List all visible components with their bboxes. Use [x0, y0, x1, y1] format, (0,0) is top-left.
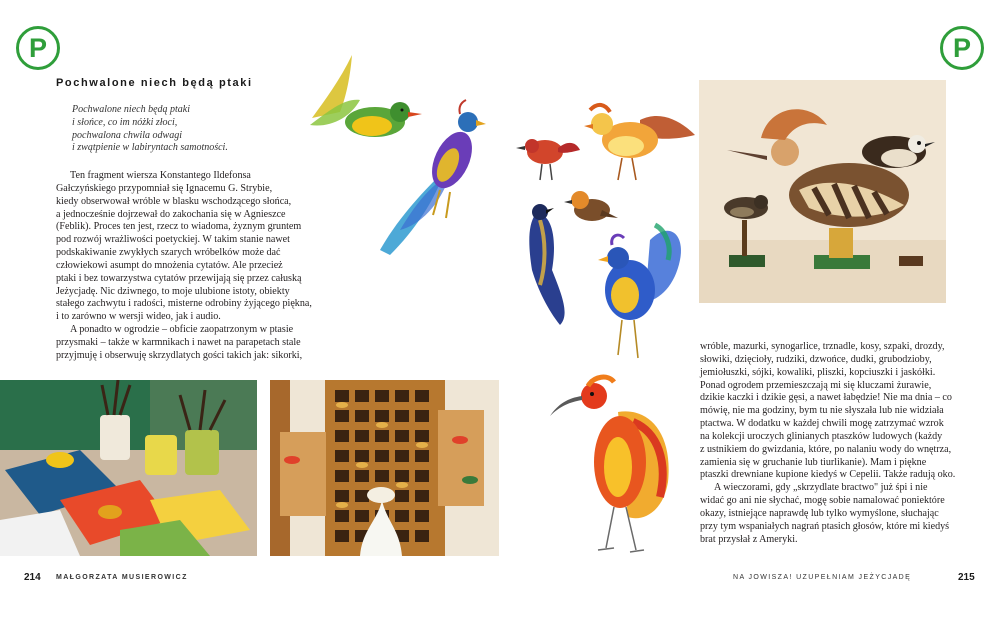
poem-line: i słońce, co im nóżki złoci, — [72, 116, 178, 128]
wooden-birds-photo — [699, 80, 946, 303]
section-title: Pochwalone niech będą ptaki — [56, 77, 253, 89]
orange-crested-bird-icon — [584, 105, 695, 180]
text-line: A wieczorami, gdy „skrzydlate bractwo" już śpi i nie — [714, 482, 928, 494]
text-line: zamienia się w gruchanie lub tiurlikanie). Mam i piękne — [700, 456, 927, 468]
text-line: A ponadto w ogrodzie – obficie zaopatrzonym w ptasie — [70, 324, 294, 336]
text-line: kiedy obserwował wróble w blasku wschodzącego słońca, — [56, 195, 292, 207]
text-line: dzikie kaczki i dzikie gęsi, a nawet łabędzie! Nie ma dnia – co — [700, 392, 952, 404]
blue-peacock-bird-icon — [598, 225, 681, 358]
text-line: a jednocześnie dojrzewał do zakochania się w Agnieszce — [56, 208, 286, 220]
text-line: Jeżycjadę. Nic dziwnego, to moje ulubione istoty, obiekty — [56, 285, 290, 297]
craft-desk-photo — [0, 380, 257, 556]
poem-excerpt — [72, 104, 228, 155]
green-bird-icon — [310, 55, 422, 137]
text-line: Gałczyńskiego przypomniał się Ignacemu G. Strybie, — [56, 182, 273, 194]
text-line: (Feblik). Proces ten jest, rzecz to wiadoma, żyznym gruntem — [56, 221, 302, 233]
text-line: mówię, nie ma godziny, bym tu nie słyszała lub nie widziała — [700, 405, 944, 417]
text-line: z ustnikiem do gwizdania, które, po nalaniu wody do wnętrza, — [700, 443, 952, 455]
bird-cabinet-photo — [270, 380, 499, 556]
page-badge-right: P — [940, 26, 984, 70]
page-badge-left: P — [16, 26, 60, 70]
text-line: Ten fragment wiersza Konstantego Ildefonsa — [70, 170, 251, 181]
text-line: na kolekcji uroczych glinianych ptaszków ludowych (każdy — [700, 430, 943, 442]
watercolor-birds-illustration — [300, 40, 710, 370]
text-line: człowiekowi asumpt do mnożenia cytatów. Ale przecież — [56, 259, 283, 271]
text-line: przy tym wspaniałych nagrań ptasich głosów, które mi kiedyś — [700, 520, 950, 532]
page-number-right: 215 — [958, 572, 975, 583]
text-line: ptaszki drewniane kupione kiedyś w Cepelii. Także radują oko. — [700, 469, 956, 481]
running-head-author: MAŁGORZATA MUSIEROWICZ — [56, 574, 188, 581]
text-line: słowiki, dzięcioły, rudziki, dzwońce, dudki, grubodzioby, — [700, 353, 932, 365]
text-line: jemiołuszki, sójki, kowaliki, pliszki, kopciuszki i jaskółki. — [700, 366, 936, 378]
text-line: podskakiwanie zwykłych szarych wróbelków może dać — [56, 247, 281, 259]
poem-line: pochwalona chwila odwagi — [72, 129, 182, 141]
poem-line: i zwątpienie w labiryntach samotności. — [72, 142, 228, 154]
dark-blue-bird-icon — [529, 204, 564, 325]
left-body-text — [56, 170, 312, 363]
text-line: ptaki i bez towarzystwa cytatów przewijają się przez całuską — [56, 272, 302, 284]
fire-bird-illustration — [548, 372, 688, 562]
text-line: i to zarówno w wersji wideo, jak i audio. — [56, 311, 221, 323]
right-body-text — [700, 341, 955, 547]
text-line: Ponad ogrodem przemieszczają mi się kluczami żurawie, — [700, 379, 932, 391]
text-line: przysmaki – także w karmnikach i nawet na parapetach stale — [56, 336, 301, 348]
red-bird-icon — [516, 139, 580, 180]
text-line: okazy, istniejące naprawdę lub tylko wymyślone, słuchając — [700, 507, 939, 519]
poem-line: Pochwalone niech będą ptaki — [72, 104, 191, 115]
small-brown-bird-icon — [564, 191, 618, 221]
running-head-title: NA JOWISZA! UZUPEŁNIAM JEŻYCJADĘ — [733, 574, 912, 581]
text-line: ptactwa. W dodatku w każdej chwili mogę zatrzymać wzrok — [700, 418, 944, 430]
text-line: wróble, mazurki, synogarlice, trznadle, kosy, szpaki, drozdy, — [700, 341, 945, 352]
text-line: przyjmuję i obserwuję skrzydlatych gości takich jak: sikorki, — [56, 349, 303, 361]
text-line: stałego zachwytu i radości, misterne odrobiny żyjącego piękna, — [56, 298, 312, 310]
text-line: widać go ani nie słychać, mogę sobie namalować poniektóre — [700, 495, 945, 507]
page-number-left: 214 — [24, 572, 41, 583]
text-line: brat przysłał z Ameryki. — [700, 533, 798, 545]
text-line: pod rozwój wrażliwości poetyckiej. W takim stanie nawet — [56, 234, 290, 246]
